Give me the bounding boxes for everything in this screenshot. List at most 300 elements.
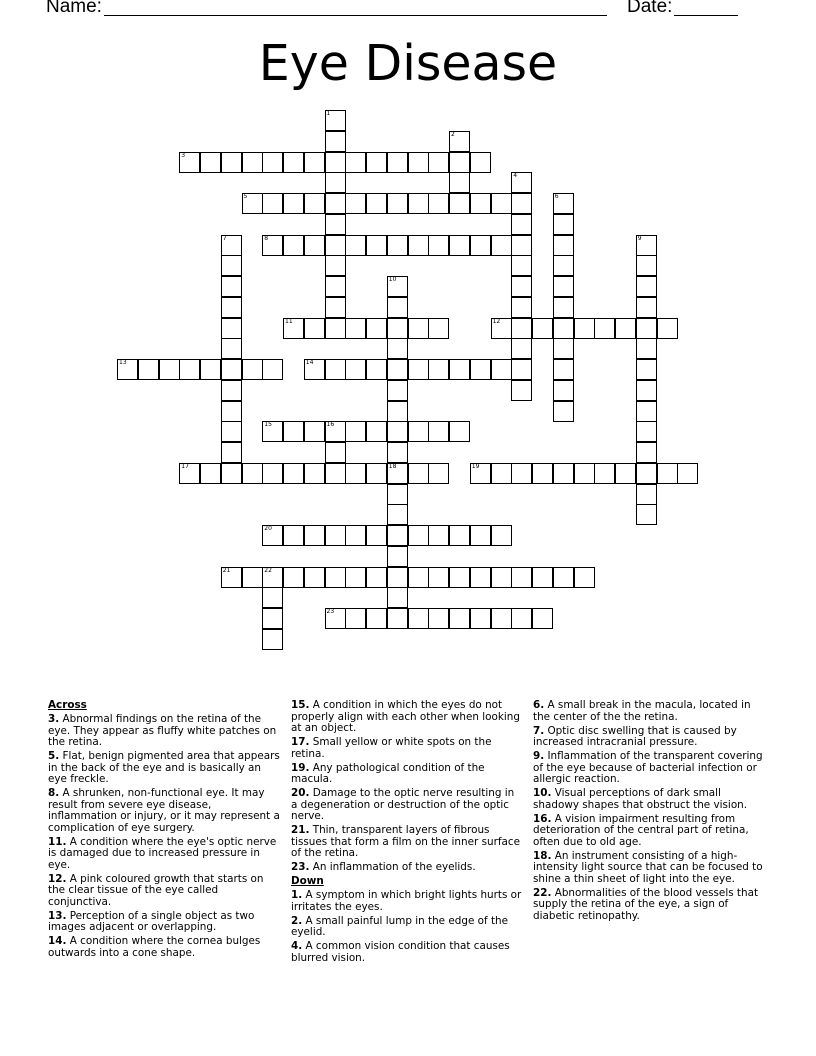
grid-cell[interactable] bbox=[449, 525, 470, 546]
grid-cell[interactable] bbox=[262, 421, 283, 442]
grid-cell[interactable] bbox=[511, 359, 532, 380]
grid-cell[interactable] bbox=[283, 235, 304, 256]
grid-cell[interactable] bbox=[511, 276, 532, 297]
grid-cell[interactable] bbox=[387, 587, 408, 608]
clue-number: 2 bbox=[451, 130, 455, 138]
clue-item bbox=[48, 788, 280, 834]
clue-item bbox=[533, 788, 769, 811]
grid-cell[interactable] bbox=[511, 318, 532, 339]
grid-cell[interactable] bbox=[304, 318, 325, 339]
grid-cell[interactable] bbox=[325, 152, 346, 173]
grid-cell[interactable] bbox=[387, 567, 408, 588]
grid-cell[interactable] bbox=[636, 359, 657, 380]
clues-column-1 bbox=[48, 700, 280, 962]
grid-cell[interactable] bbox=[283, 193, 304, 214]
grid-cell[interactable] bbox=[345, 567, 366, 588]
grid-cell[interactable] bbox=[283, 525, 304, 546]
clue-number: 18 bbox=[388, 462, 397, 470]
grid-cell[interactable] bbox=[428, 463, 449, 484]
grid-cell[interactable] bbox=[594, 463, 615, 484]
clue-item-number: 13. bbox=[48, 909, 67, 922]
name-label: Name: bbox=[46, 0, 102, 17]
grid-cell[interactable] bbox=[615, 318, 636, 339]
grid-cell[interactable] bbox=[366, 525, 387, 546]
clue-item bbox=[533, 726, 769, 749]
grid-cell[interactable] bbox=[262, 463, 283, 484]
grid-cell[interactable] bbox=[387, 546, 408, 567]
grid-cell[interactable] bbox=[511, 608, 532, 629]
grid-cell[interactable] bbox=[387, 484, 408, 505]
grid-cell[interactable] bbox=[511, 380, 532, 401]
grid-cell[interactable] bbox=[428, 525, 449, 546]
grid-cell[interactable] bbox=[449, 359, 470, 380]
grid-cell[interactable] bbox=[159, 359, 180, 380]
clue-item-text: Perception of a single object as two images adjacent or overlapping. bbox=[48, 909, 255, 933]
clue-item bbox=[291, 916, 523, 939]
grid-cell[interactable] bbox=[387, 338, 408, 359]
grid-cell[interactable] bbox=[553, 297, 574, 318]
clue-item bbox=[48, 837, 280, 872]
grid-cell[interactable] bbox=[221, 359, 242, 380]
grid-cell[interactable] bbox=[428, 235, 449, 256]
grid-cell[interactable] bbox=[491, 567, 512, 588]
grid-cell[interactable] bbox=[470, 567, 491, 588]
grid-cell[interactable] bbox=[387, 297, 408, 318]
clues-section bbox=[0, 700, 816, 1040]
clue-number: 13 bbox=[119, 359, 127, 366]
grid-cell[interactable] bbox=[511, 172, 532, 193]
grid-cell[interactable] bbox=[408, 463, 429, 484]
grid-cell[interactable] bbox=[615, 463, 636, 484]
clue-item-number: 20. bbox=[291, 787, 310, 799]
clue-item-text: Any pathological condition of the macula. bbox=[291, 761, 485, 785]
grid-cell[interactable] bbox=[408, 608, 429, 629]
grid-cell[interactable] bbox=[408, 193, 429, 214]
grid-cell[interactable] bbox=[387, 401, 408, 422]
clue-item-text: Abnormalities of the blood vessels that supply the retina of the eye, a sign of diabetic retinopathy. bbox=[533, 886, 759, 922]
grid-cell[interactable] bbox=[221, 567, 242, 588]
grid-cell[interactable] bbox=[366, 318, 387, 339]
clues-column-3 bbox=[533, 700, 769, 925]
clue-item-number: 23. bbox=[291, 861, 310, 873]
grid-cell[interactable] bbox=[408, 235, 429, 256]
grid-cell[interactable] bbox=[325, 235, 346, 256]
grid-cell[interactable] bbox=[387, 608, 408, 629]
grid-cell[interactable] bbox=[325, 297, 346, 318]
grid-cell[interactable] bbox=[657, 463, 678, 484]
grid-cell[interactable] bbox=[511, 214, 532, 235]
grid-cell[interactable] bbox=[408, 359, 429, 380]
grid-cell[interactable] bbox=[636, 484, 657, 505]
grid-cell[interactable] bbox=[470, 463, 491, 484]
grid-cell[interactable] bbox=[387, 463, 408, 484]
grid-cell[interactable] bbox=[325, 567, 346, 588]
grid-cell[interactable] bbox=[636, 380, 657, 401]
grid-cell[interactable] bbox=[200, 152, 221, 173]
grid-cell[interactable] bbox=[325, 318, 346, 339]
grid-cell[interactable] bbox=[304, 235, 325, 256]
clue-item-text: A small break in the macula, located in the center of the the retina. bbox=[533, 699, 751, 723]
grid-cell[interactable] bbox=[553, 255, 574, 276]
clue-item-number: 7. bbox=[533, 724, 545, 737]
grid-cell[interactable] bbox=[325, 525, 346, 546]
clue-number: 21 bbox=[222, 566, 231, 574]
grid-cell[interactable] bbox=[636, 401, 657, 422]
grid-cell[interactable] bbox=[511, 297, 532, 318]
grid-cell[interactable] bbox=[428, 193, 449, 214]
grid-cell[interactable] bbox=[304, 193, 325, 214]
clue-number: 15 bbox=[264, 421, 272, 429]
grid-cell[interactable] bbox=[325, 608, 346, 629]
grid-cell[interactable] bbox=[262, 359, 283, 380]
grid-cell[interactable] bbox=[449, 421, 470, 442]
grid-cell[interactable] bbox=[262, 193, 283, 214]
grid-cell[interactable] bbox=[553, 276, 574, 297]
grid-cell[interactable] bbox=[574, 567, 595, 588]
grid-cell[interactable] bbox=[491, 525, 512, 546]
grid-cell[interactable] bbox=[657, 318, 678, 339]
grid-cell[interactable] bbox=[325, 193, 346, 214]
grid-cell[interactable] bbox=[408, 152, 429, 173]
grid-cell[interactable] bbox=[262, 152, 283, 173]
grid-cell[interactable] bbox=[304, 152, 325, 173]
grid-cell[interactable] bbox=[221, 401, 242, 422]
grid-cell[interactable] bbox=[262, 525, 283, 546]
grid-cell[interactable] bbox=[491, 359, 512, 380]
grid-cell[interactable] bbox=[449, 193, 470, 214]
grid-cell[interactable] bbox=[511, 235, 532, 256]
grid-cell[interactable] bbox=[262, 587, 283, 608]
grid-cell[interactable] bbox=[470, 525, 491, 546]
grid-cell[interactable] bbox=[179, 463, 200, 484]
clue-item-number: 11. bbox=[48, 835, 67, 848]
grid-cell[interactable] bbox=[325, 276, 346, 297]
grid-cell[interactable] bbox=[242, 463, 263, 484]
clue-item-number: 16. bbox=[533, 812, 552, 825]
clue-item bbox=[291, 825, 523, 860]
grid-cell[interactable] bbox=[511, 567, 532, 588]
grid-cell[interactable] bbox=[345, 318, 366, 339]
clue-item-number: 4. bbox=[291, 940, 303, 952]
clue-item-number: 17. bbox=[291, 736, 310, 748]
grid-cell[interactable] bbox=[553, 567, 574, 588]
grid-cell[interactable] bbox=[408, 525, 429, 546]
grid-cell[interactable] bbox=[366, 235, 387, 256]
grid-cell[interactable] bbox=[408, 421, 429, 442]
grid-cell[interactable] bbox=[283, 152, 304, 173]
clue-item-text: An inflammation of the eyelids. bbox=[309, 861, 476, 873]
clue-item bbox=[533, 814, 769, 849]
clue-item-number: 1. bbox=[291, 889, 303, 901]
grid-cell[interactable] bbox=[553, 193, 574, 214]
grid-cell[interactable] bbox=[262, 567, 283, 588]
clue-item-text: Damage to the optic nerve resulting in a degeneration or destruction of the optic nerve. bbox=[291, 787, 515, 822]
grid-cell[interactable] bbox=[262, 608, 283, 629]
grid-cell[interactable] bbox=[366, 608, 387, 629]
clue-item bbox=[291, 941, 523, 964]
clue-item-text: A condition where the eye's optic nerve is damaged due to increased pressure in eye. bbox=[48, 835, 277, 871]
grid-cell[interactable] bbox=[408, 318, 429, 339]
grid-cell[interactable] bbox=[491, 463, 512, 484]
page-title: Eye Disease bbox=[258, 35, 558, 92]
grid-cell[interactable] bbox=[345, 608, 366, 629]
grid-cell[interactable] bbox=[636, 421, 657, 442]
clue-item bbox=[533, 888, 769, 923]
clue-item-number: 9. bbox=[533, 750, 545, 762]
grid-cell[interactable] bbox=[636, 276, 657, 297]
clue-item bbox=[291, 862, 523, 874]
grid-cell[interactable] bbox=[325, 442, 346, 463]
grid-cell[interactable] bbox=[553, 401, 574, 422]
grid-cell[interactable] bbox=[200, 359, 221, 380]
clue-item-number: 5. bbox=[48, 750, 60, 762]
grid-cell[interactable] bbox=[242, 193, 263, 214]
clue-number: 10 bbox=[388, 276, 397, 283]
clue-number: 11 bbox=[285, 317, 293, 325]
grid-cell[interactable] bbox=[325, 255, 346, 276]
clue-number: 16 bbox=[326, 421, 335, 429]
grid-cell[interactable] bbox=[325, 214, 346, 235]
grid-cell[interactable] bbox=[366, 421, 387, 442]
clue-item-number: 14. bbox=[48, 935, 67, 947]
grid-cell[interactable] bbox=[262, 235, 283, 256]
grid-cell[interactable] bbox=[491, 608, 512, 629]
clue-number: 1 bbox=[326, 110, 331, 117]
grid-cell[interactable] bbox=[366, 463, 387, 484]
clue-item-text: Thin, transparent layers of fibrous tissues that form a film on the inner surface of the retina. bbox=[291, 824, 520, 859]
clue-item-number: 12. bbox=[48, 872, 67, 885]
grid-cell[interactable] bbox=[304, 463, 325, 484]
grid-cell[interactable] bbox=[553, 338, 574, 359]
grid-cell[interactable] bbox=[449, 567, 470, 588]
grid-cell[interactable] bbox=[428, 567, 449, 588]
grid-cell[interactable] bbox=[677, 463, 698, 484]
clue-number: 9 bbox=[637, 234, 642, 242]
grid-cell[interactable] bbox=[532, 567, 553, 588]
grid-cell[interactable] bbox=[449, 608, 470, 629]
clue-item-text: A shrunken, non-functional eye. It may result from severe eye disease, inflammation or injury, or it may represent a complication of eye surgery. bbox=[48, 787, 280, 834]
clue-item-text: An instrument consisting of a high-intensity light source that can be focused to shine a thin sheet of light into the eye. bbox=[533, 849, 763, 885]
clue-item-text: Abnormal findings on the retina of the eye. They appear as fluffy white patches on the retina. bbox=[48, 713, 277, 748]
clue-item-number: 2. bbox=[291, 914, 303, 927]
grid-cell[interactable] bbox=[491, 235, 512, 256]
grid-cell[interactable] bbox=[221, 235, 242, 256]
grid-cell[interactable] bbox=[387, 235, 408, 256]
grid-cell[interactable] bbox=[345, 421, 366, 442]
grid-cell[interactable] bbox=[387, 359, 408, 380]
grid-cell[interactable] bbox=[366, 567, 387, 588]
grid-cell[interactable] bbox=[636, 318, 657, 339]
date-label: Date: bbox=[627, 0, 673, 17]
clue-item-number: 21. bbox=[291, 824, 310, 836]
grid-cell[interactable] bbox=[428, 421, 449, 442]
grid-cell[interactable] bbox=[553, 463, 574, 484]
clue-number: 23 bbox=[326, 608, 335, 615]
grid-cell[interactable] bbox=[636, 297, 657, 318]
grid-cell[interactable] bbox=[200, 463, 221, 484]
grid-cell[interactable] bbox=[387, 193, 408, 214]
grid-cell[interactable] bbox=[428, 608, 449, 629]
clue-item bbox=[48, 936, 280, 959]
grid-cell[interactable] bbox=[449, 172, 470, 193]
grid-cell[interactable] bbox=[304, 421, 325, 442]
clue-item bbox=[291, 737, 523, 760]
grid-cell[interactable] bbox=[470, 235, 491, 256]
clue-item-text: A condition where the cornea bulges outwards into a cone shape. bbox=[48, 935, 261, 959]
grid-cell[interactable] bbox=[470, 193, 491, 214]
grid-cell[interactable] bbox=[553, 235, 574, 256]
clue-item-text: A small painful lump in the edge of the eyelid. bbox=[291, 914, 509, 938]
clue-item-text: Small yellow or white spots on the retina. bbox=[291, 736, 492, 760]
clue-item-text: A vision impairment resulting from deterioration of the central part of retina, often due to old age. bbox=[533, 812, 749, 848]
grid-cell[interactable] bbox=[179, 152, 200, 173]
clue-item-number: 6. bbox=[533, 699, 545, 711]
grid-cell[interactable] bbox=[221, 463, 242, 484]
clues-heading: Down bbox=[291, 875, 324, 887]
grid-cell[interactable] bbox=[221, 380, 242, 401]
grid-cell[interactable] bbox=[221, 152, 242, 173]
grid-cell[interactable] bbox=[221, 442, 242, 463]
grid-cell[interactable] bbox=[636, 235, 657, 256]
grid-cell[interactable] bbox=[553, 318, 574, 339]
clue-item-number: 22. bbox=[533, 886, 552, 899]
grid-cell[interactable] bbox=[325, 172, 346, 193]
clues-heading: Across bbox=[48, 699, 87, 711]
grid-cell[interactable] bbox=[470, 608, 491, 629]
grid-cell[interactable] bbox=[636, 255, 657, 276]
clue-item-text: A pink coloured growth that starts on the clear tissue of the eye called conjunctiva. bbox=[48, 872, 264, 908]
grid-cell[interactable] bbox=[491, 318, 512, 339]
clues-column-2 bbox=[291, 700, 523, 967]
grid-cell[interactable] bbox=[304, 359, 325, 380]
clue-item bbox=[48, 751, 280, 786]
clue-item bbox=[533, 700, 769, 723]
grid-cell[interactable] bbox=[553, 214, 574, 235]
grid-cell[interactable] bbox=[304, 525, 325, 546]
grid-cell[interactable] bbox=[221, 255, 242, 276]
clue-number: 12 bbox=[492, 317, 501, 325]
grid-cell[interactable] bbox=[345, 152, 366, 173]
grid-cell[interactable] bbox=[345, 235, 366, 256]
grid-cell[interactable] bbox=[428, 359, 449, 380]
grid-cell[interactable] bbox=[221, 421, 242, 442]
grid-cell[interactable] bbox=[636, 338, 657, 359]
clue-number: 20 bbox=[264, 525, 272, 532]
grid-cell[interactable] bbox=[387, 504, 408, 525]
clue-item bbox=[291, 763, 523, 786]
grid-cell[interactable] bbox=[553, 359, 574, 380]
clue-number: 3 bbox=[181, 151, 186, 159]
clue-number: 17 bbox=[181, 462, 189, 470]
grid-cell[interactable] bbox=[221, 318, 242, 339]
grid-cell[interactable] bbox=[345, 525, 366, 546]
clue-item-number: 18. bbox=[533, 849, 552, 862]
grid-cell[interactable] bbox=[553, 380, 574, 401]
grid-cell[interactable] bbox=[574, 463, 595, 484]
grid-cell[interactable] bbox=[387, 276, 408, 297]
grid-cell[interactable] bbox=[325, 421, 346, 442]
grid-cell[interactable] bbox=[325, 131, 346, 152]
grid-cell[interactable] bbox=[345, 193, 366, 214]
clue-number: 4 bbox=[513, 172, 518, 180]
clue-item bbox=[291, 890, 523, 913]
clue-item-number: 10. bbox=[533, 787, 552, 799]
grid-cell[interactable] bbox=[511, 463, 532, 484]
grid-cell[interactable] bbox=[574, 318, 595, 339]
grid-cell[interactable] bbox=[283, 318, 304, 339]
grid-cell[interactable] bbox=[636, 442, 657, 463]
grid-cell[interactable] bbox=[366, 193, 387, 214]
clue-number: 19 bbox=[471, 462, 480, 470]
clue-number: 7 bbox=[222, 234, 227, 242]
grid-cell[interactable] bbox=[345, 463, 366, 484]
grid-cell[interactable] bbox=[221, 276, 242, 297]
grid-cell[interactable] bbox=[366, 359, 387, 380]
grid-cell[interactable] bbox=[283, 567, 304, 588]
grid-cell[interactable] bbox=[532, 318, 553, 339]
grid-cell[interactable] bbox=[387, 525, 408, 546]
clue-item-text: Inflammation of the transparent covering of the eye because of bacterial infection or allergic reaction. bbox=[533, 750, 763, 785]
grid-cell[interactable] bbox=[283, 421, 304, 442]
grid-cell[interactable] bbox=[387, 442, 408, 463]
grid-cell[interactable] bbox=[242, 152, 263, 173]
grid-cell[interactable] bbox=[117, 359, 138, 380]
clue-item-text: A condition in which the eyes do not properly align with each other when looking at an object. bbox=[291, 699, 520, 734]
grid-cell[interactable] bbox=[532, 463, 553, 484]
clue-item-text: A common vision condition that causes blurred vision. bbox=[291, 940, 510, 964]
grid-cell[interactable] bbox=[283, 463, 304, 484]
grid-cell[interactable] bbox=[325, 359, 346, 380]
clue-item-number: 3. bbox=[48, 713, 60, 725]
clue-item bbox=[533, 751, 769, 786]
grid-cell[interactable] bbox=[138, 359, 159, 380]
grid-cell[interactable] bbox=[491, 193, 512, 214]
grid-cell[interactable] bbox=[428, 318, 449, 339]
grid-cell[interactable] bbox=[449, 235, 470, 256]
grid-cell[interactable] bbox=[449, 131, 470, 152]
grid-cell[interactable] bbox=[304, 567, 325, 588]
grid-cell[interactable] bbox=[387, 421, 408, 442]
grid-cell[interactable] bbox=[636, 463, 657, 484]
grid-cell[interactable] bbox=[325, 110, 346, 131]
grid-cell[interactable] bbox=[242, 359, 263, 380]
grid-cell[interactable] bbox=[262, 629, 283, 650]
grid-cell[interactable] bbox=[221, 338, 242, 359]
grid-cell[interactable] bbox=[470, 359, 491, 380]
grid-cell[interactable] bbox=[511, 193, 532, 214]
grid-cell[interactable] bbox=[179, 359, 200, 380]
grid-cell[interactable] bbox=[511, 338, 532, 359]
grid-cell[interactable] bbox=[387, 318, 408, 339]
clue-item-number: 8. bbox=[48, 787, 60, 799]
grid-cell[interactable] bbox=[532, 608, 553, 629]
grid-cell[interactable] bbox=[345, 359, 366, 380]
grid-cell[interactable] bbox=[221, 297, 242, 318]
grid-cell[interactable] bbox=[636, 504, 657, 525]
grid-cell[interactable] bbox=[387, 152, 408, 173]
clue-number: 5 bbox=[243, 193, 248, 200]
grid-cell[interactable] bbox=[408, 567, 429, 588]
grid-cell[interactable] bbox=[594, 318, 615, 339]
grid-cell[interactable] bbox=[470, 152, 491, 173]
grid-cell[interactable] bbox=[366, 152, 387, 173]
grid-cell[interactable] bbox=[428, 152, 449, 173]
grid-cell[interactable] bbox=[242, 567, 263, 588]
grid-cell[interactable] bbox=[511, 255, 532, 276]
grid-cell[interactable] bbox=[449, 152, 470, 173]
grid-cell[interactable] bbox=[325, 463, 346, 484]
grid-cell[interactable] bbox=[387, 380, 408, 401]
